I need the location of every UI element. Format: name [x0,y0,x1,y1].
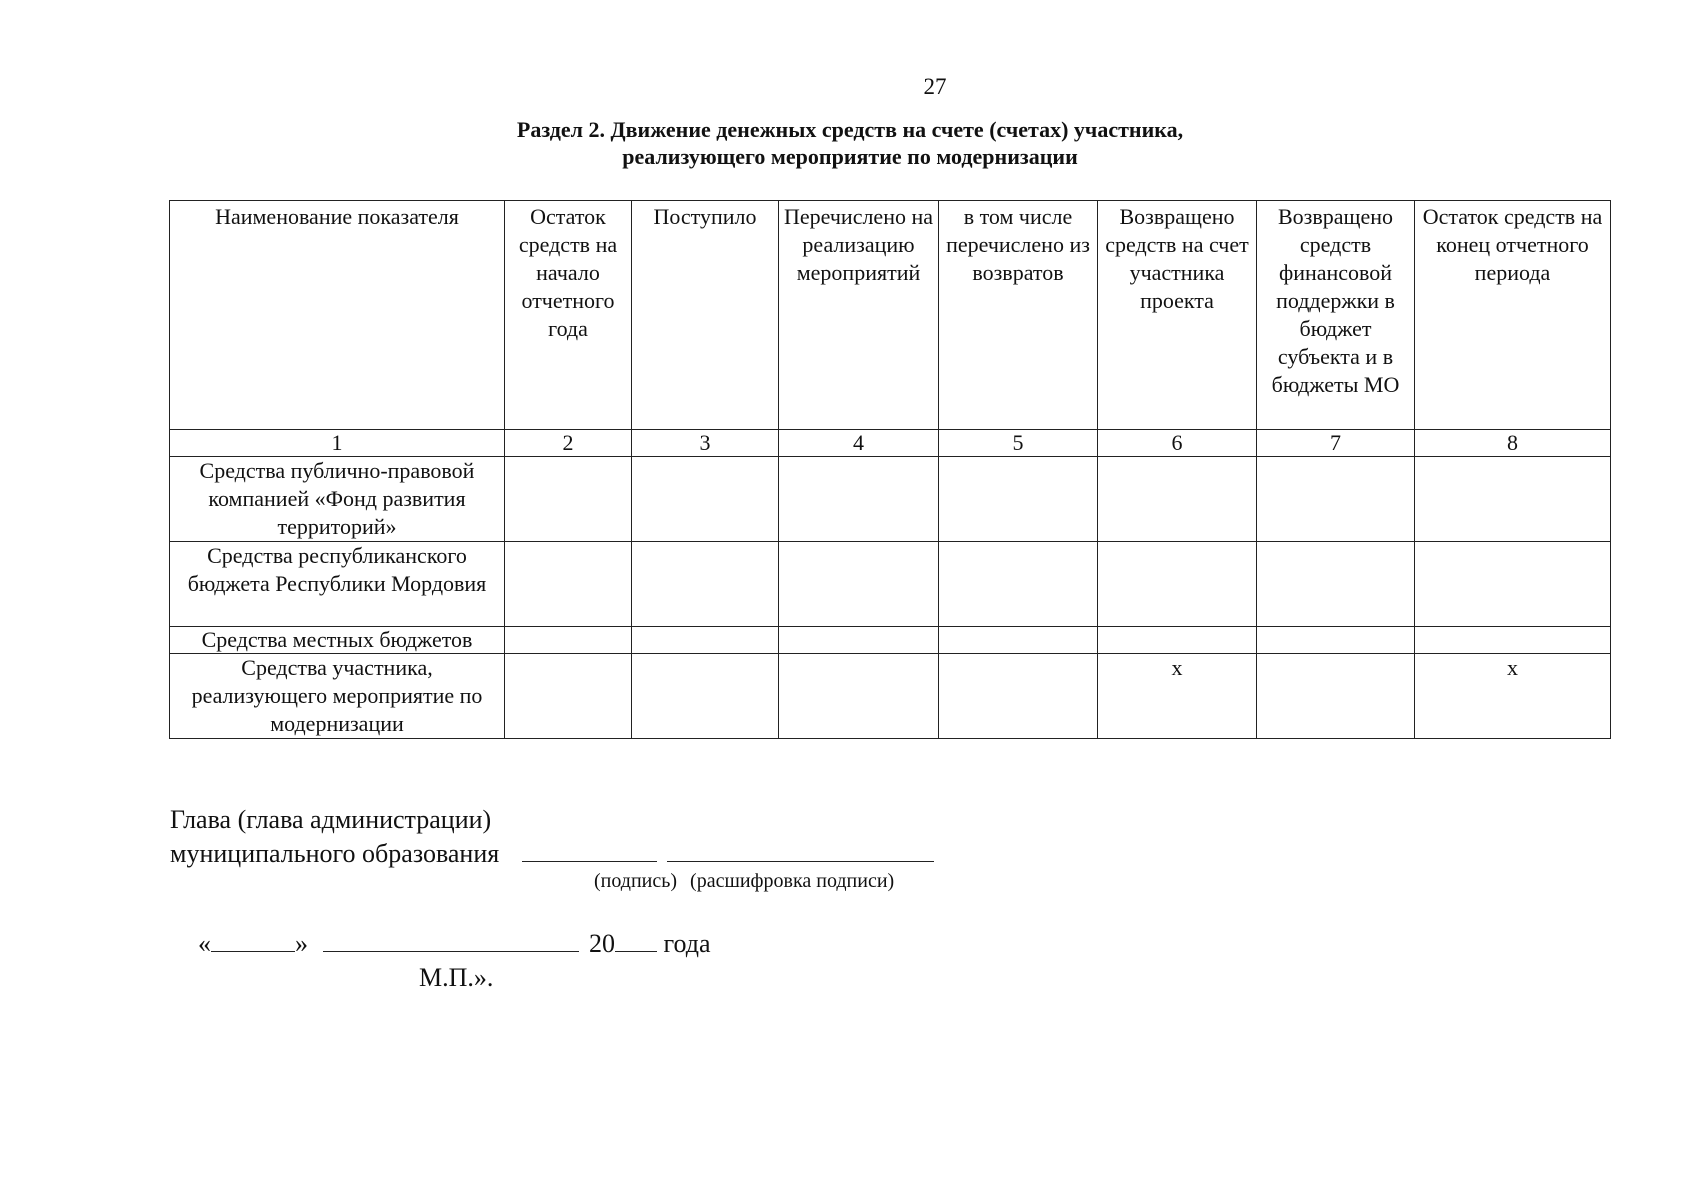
column-header: Возвращено средств на счет участника проекта [1098,201,1257,430]
table-cell [505,542,632,627]
date-close-quote: » [295,929,308,958]
table-cell [1098,542,1257,627]
column-number: 3 [632,430,779,457]
table-cell [1257,654,1415,739]
column-number: 5 [939,430,1098,457]
table-cell [939,457,1098,542]
signature-captions [594,870,894,893]
section-title [480,116,1220,170]
table-cell [632,542,779,627]
table-cell [1098,457,1257,542]
signature-decoding-caption: (расшифровка подписи) [690,870,895,892]
column-header: Наименование показателя [170,201,505,430]
column-header: Возвращено средств финансовой поддержки в бюджет субъекта и в бюджеты МО [1257,201,1415,430]
table-cell [1415,542,1611,627]
row-name: Средства участника, реализующего мероприятие по модернизации [170,654,505,739]
column-header: в том числе перечислено из возвратов [939,201,1098,430]
table-cell [1257,542,1415,627]
table-cell [505,457,632,542]
table-cell [1098,627,1257,654]
table-cell: x [1415,654,1611,739]
signature-title-text: муниципального образования [170,839,500,868]
table-cell [632,457,779,542]
column-number-row [170,430,1611,457]
table-header-row [170,201,1611,430]
year-suffix: года [663,929,711,958]
column-number: 7 [1257,430,1415,457]
column-number: 6 [1098,430,1257,457]
column-number: 1 [170,430,505,457]
column-number: 8 [1415,430,1611,457]
table-cell [1257,457,1415,542]
signature-decoding-field[interactable] [667,837,934,862]
signature-title-line-2 [170,837,934,871]
row-name: Средства публично-правовой компанией «Фонд развития территорий» [170,457,505,542]
table-row [170,542,1611,627]
column-header: Остаток средств на конец отчетного периода [1415,201,1611,430]
date-open-quote: « [198,929,211,958]
table-cell [632,654,779,739]
table-row [170,654,1611,739]
year-prefix: 20 [589,929,615,958]
table-cell [779,627,939,654]
column-header: Перечислено на реализацию мероприятий [779,201,939,430]
date-line [198,927,711,961]
signature-title-line-1: Глава (глава администрации) [170,805,492,834]
table-row [170,627,1611,654]
day-field[interactable] [211,929,295,952]
stamp-place: М.П.». [419,963,494,992]
table-cell [939,654,1098,739]
row-name: Средства местных бюджетов [170,627,505,654]
table-cell [1415,457,1611,542]
page-number: 27 [923,74,947,99]
table-cell: x [1098,654,1257,739]
table-cell [779,654,939,739]
signature-caption: (подпись) [594,870,678,892]
table-cell [632,627,779,654]
table-cell [505,654,632,739]
section-title-line-1: Раздел 2. Движение денежных средств на счете (счетах) участника, [516,117,1184,142]
signature-field[interactable] [522,837,657,862]
table-cell [939,542,1098,627]
column-header: Остаток средств на начало отчетного года [505,201,632,430]
column-number: 2 [505,430,632,457]
table-cell [1415,627,1611,654]
year-field[interactable] [615,929,657,952]
column-number: 4 [779,430,939,457]
table-cell [1257,627,1415,654]
row-name: Средства республиканского бюджета Республики Мордовия [170,542,505,627]
signature-block [170,803,934,871]
table-cell [779,542,939,627]
table-cell [779,457,939,542]
table-cell [939,627,1098,654]
table-cell [505,627,632,654]
column-header: Поступило [632,201,779,430]
section-title-line-2: реализующего мероприятие по модернизации [622,144,1078,169]
cash-flow-table [169,200,1611,739]
table-row [170,457,1611,542]
month-field[interactable] [323,929,579,952]
